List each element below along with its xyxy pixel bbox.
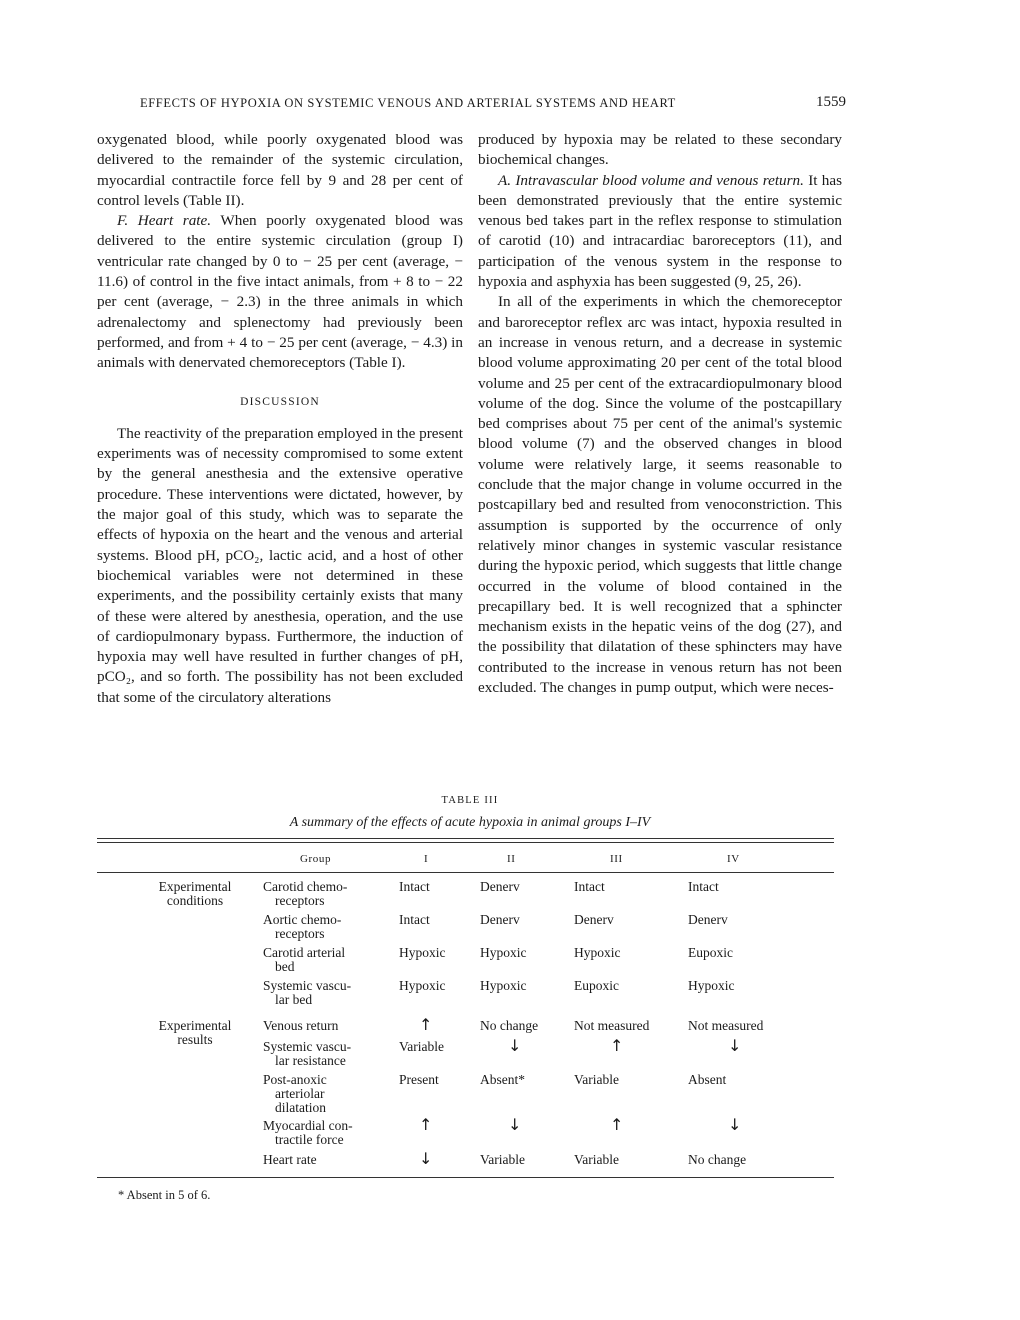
table-cell: Hypoxic <box>574 945 621 960</box>
table-header-col: IV <box>727 853 740 865</box>
table-cell: ↓ <box>508 1115 522 1134</box>
table-cell: No change <box>480 1018 539 1033</box>
table-row-label-line: Heart rate <box>263 1152 317 1167</box>
table-row-label-line: bed <box>275 959 295 974</box>
table-cell: Variable <box>399 1039 444 1054</box>
table-cell: ↓ <box>419 1149 433 1168</box>
table-row-label-line: receptors <box>275 893 325 908</box>
table-cell: Hypoxic <box>688 978 735 993</box>
table-cell: Absent* <box>480 1072 525 1087</box>
table-row-label <box>263 946 345 974</box>
table-cell: Denerv <box>688 912 728 927</box>
subsection-heading: F. Heart rate. <box>117 212 212 230</box>
table-cell: ↓ <box>728 1036 742 1055</box>
table-cell: ↓ <box>508 1036 522 1055</box>
discussion-heading: DISCUSSION <box>240 395 320 408</box>
table-row-label <box>263 1073 327 1115</box>
table-header-col: I <box>424 853 429 865</box>
table-cell: Variable <box>480 1152 525 1167</box>
paragraph: produced by hypoxia may be related to these secondary biochemical changes. <box>478 131 842 169</box>
table-cell: Not measured <box>688 1018 764 1033</box>
table-row-label <box>263 1119 353 1147</box>
subsection-heading: A. Intravascular blood volume and venous return. <box>498 171 804 189</box>
table-row-label-line: Carotid chemo- <box>263 879 348 894</box>
table-cell: Variable <box>574 1072 619 1087</box>
table-cell: No change <box>688 1152 747 1167</box>
table-row-label <box>263 1019 338 1033</box>
table-row-label <box>263 1040 351 1068</box>
table-cell: Intact <box>688 879 719 894</box>
running-head-title: EFFECTS OF HYPOXIA ON SYSTEMIC VENOUS AND ARTERIAL SYSTEMS AND HEART <box>140 96 676 110</box>
table-caption: A summary of the effects of acute hypoxia in animal groups I–IV <box>289 815 651 830</box>
table-cell: ↓ <box>728 1115 742 1134</box>
table-cell: Hypoxic <box>399 945 446 960</box>
table-cell: Denerv <box>574 912 614 927</box>
table-cell: Present <box>399 1072 439 1087</box>
table-row-label-line: Venous return <box>263 1018 339 1033</box>
table-row-label-line: arteriolar <box>275 1086 325 1101</box>
table-header-col: III <box>610 853 623 865</box>
table-header-col: II <box>507 853 516 865</box>
table-cell: Intact <box>399 912 430 927</box>
table-row-label-line: lar bed <box>275 992 313 1007</box>
table-cell: Hypoxic <box>399 978 446 993</box>
paragraph: In all of the experiments in which the chemoreceptor and baroreceptor reflex arc was intact, hypoxia resulted in an increase in venous return, and a decrease in systemic blood volume approximating 20 per cent of the total blood volume and 25 per cent of the extracardiopulmonary blood volume of the dog. Since the volume of the postcapillary bed comprises about 75 per cent of the animal's systemic blood volume (7) and the observed changes in blood volume were relatively large, it seems reasonable to conclude that the major change in volume occurred in the postcapillary bed and resulted from venoconstriction. This assumption is supported by the occurrence of only relatively minor changes in systemic vascular resistance during the hypoxic period, which suggests that little change occurred in the volume of blood contained in the precapillary bed. It is well recognized that a sphincter mechanism exists in the hepatic veins of the dog (27), and the possibility that dilatation of these sphincters may have contributed to the increase in venous return has not been excluded. The changes in pump output, which were neces- <box>478 293 842 697</box>
table-row-label-line: Systemic vascu- <box>263 978 352 993</box>
table-cell: ↑ <box>419 1115 433 1134</box>
table-section-label-line: conditions <box>166 893 224 908</box>
table-row-label-line: receptors <box>275 926 325 941</box>
paragraph: The reactivity of the preparation employed in the present experiments was of necessity compromised to some extent by the general anesthesia and the extensive operative procedure. These interventions were dictated, however, by the major goal of this study, which was to separate the effects of hypoxia on the heart and the venous and arterial systems. Blood pH, pCO₂, lactic acid, and a host of other biochemical variables were not determined in these experiments, and the possibility certainly exists that many of these were altered by anesthesia, operation, and the use of cardiopulmonary bypass. Furthermore, the induction of hypoxia may well have resulted in further changes of pH, pCO₂, and so forth. The possibility has not been excluded that some of the circulatory alterations <box>97 424 463 706</box>
table-section-label <box>135 880 255 908</box>
table-row-label-line: Post-anoxic <box>263 1072 327 1087</box>
table-cell: Denerv <box>480 912 520 927</box>
table-row-label-line: tractile force <box>275 1132 344 1147</box>
table-footnote: * Absent in 5 of 6. <box>118 1188 211 1202</box>
table-row-label <box>263 913 341 941</box>
table-cell: Intact <box>399 879 430 894</box>
table-row-label-line: Aortic chemo- <box>263 912 342 927</box>
table-cell: ↑ <box>610 1036 624 1055</box>
table-row-label <box>263 979 351 1007</box>
table-cell: Absent <box>688 1072 727 1087</box>
paragraph: oxygenated blood, while poorly oxygenated blood was delivered to the remainder of the systemic circulation, myocardial contractile force fell by 9 and 28 per cent of control levels (Table II). <box>97 131 463 209</box>
table-row-label-line: Carotid arterial <box>263 945 346 960</box>
table-cell: Hypoxic <box>480 978 527 993</box>
table-cell: Intact <box>574 879 605 894</box>
table-cell: Eupoxic <box>688 945 733 960</box>
page-number: 1559 <box>816 94 846 110</box>
table-cell: Denerv <box>480 879 520 894</box>
table-label: TABLE III <box>441 795 499 806</box>
table-section-label <box>135 1019 255 1047</box>
table-row-label <box>263 880 347 908</box>
table-cell: Hypoxic <box>480 945 527 960</box>
table-row-label <box>263 1153 317 1167</box>
table-cell: ↑ <box>419 1015 433 1034</box>
table-row-label-line: dilatation <box>275 1100 326 1115</box>
table-row-label-line: Systemic vascu- <box>263 1039 352 1054</box>
table-section-label-line: Experimental <box>158 879 232 894</box>
table-section-label-line: Experimental <box>158 1018 232 1033</box>
table-row-label-line: Myocardial con- <box>263 1118 353 1133</box>
paragraph-text: When poorly oxygenated blood was delivered to the entire systemic circulation (group I) ventricular rate changed by 0 to − 25 per cent (average, − 11.6) of control in the five intact animals, from + 8 to − 22 per cent (average, − 2.3) in the three animals in which adrenalectomy and splenectomy had previously been performed, and from + 4 to − 25 per cent (average, − 4.3) in animals with denervated chemoreceptors (Table I). <box>97 212 463 372</box>
table-row-label-line: lar resistance <box>275 1053 346 1068</box>
table-cell: Variable <box>574 1152 619 1167</box>
table-cell: Not measured <box>574 1018 650 1033</box>
table-header-group: Group <box>300 853 332 865</box>
paragraph-text: It has been demonstrated previously that the entire systemic venous bed takes part in the reflex response to stimulation of carotid (10) and intracardiac baroreceptors (11), and participation of the venous system in the response to hypoxia and asphyxia has been suggested (9, 25, 26). <box>478 171 842 291</box>
table-cell: ↑ <box>610 1115 624 1134</box>
table-cell: Eupoxic <box>574 978 619 993</box>
table-section-label-line: results <box>177 1032 213 1047</box>
